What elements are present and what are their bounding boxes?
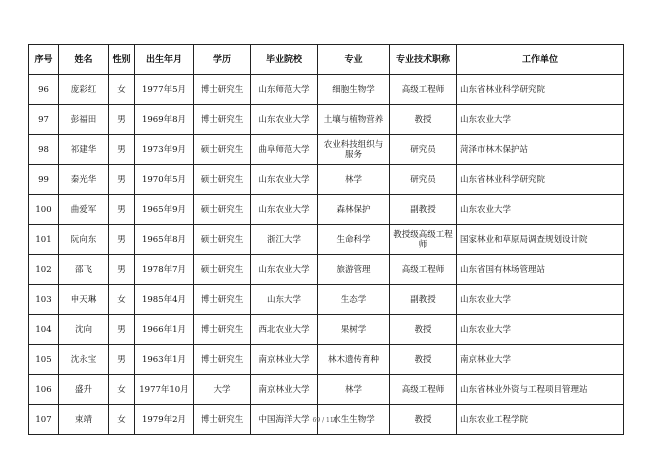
table-cell: 山东省林业外资与工程项目管理站 <box>457 375 624 405</box>
table-cell: 1965年9月 <box>135 195 194 225</box>
table-cell: 研究员 <box>390 165 457 195</box>
table-cell: 盛升 <box>59 375 109 405</box>
table-cell: 1966年1月 <box>135 315 194 345</box>
table-cell: 101 <box>29 225 59 255</box>
table-cell: 细胞生物学 <box>318 75 390 105</box>
table-cell: 男 <box>109 165 135 195</box>
table-cell: 山东省林业科学研究院 <box>457 75 624 105</box>
table-header-row <box>29 45 624 75</box>
table-cell: 南京林业大学 <box>251 345 318 375</box>
table-cell: 男 <box>109 105 135 135</box>
column-header: 毕业院校 <box>251 45 318 75</box>
table-cell: 祁建华 <box>59 135 109 165</box>
table-cell: 高级工程师 <box>390 75 457 105</box>
table-cell: 106 <box>29 375 59 405</box>
table-cell: 1985年4月 <box>135 285 194 315</box>
table-cell: 山东农业大学 <box>251 255 318 285</box>
table-cell: 副教授 <box>390 285 457 315</box>
table-cell: 博士研究生 <box>194 75 251 105</box>
table-row <box>29 105 624 135</box>
table-cell: 男 <box>109 225 135 255</box>
table-cell: 国家林业和草原局调查规划设计院 <box>457 225 624 255</box>
table-cell: 菏泽市林木保护站 <box>457 135 624 165</box>
table-cell: 土壤与植物营养 <box>318 105 390 135</box>
table-cell: 1970年5月 <box>135 165 194 195</box>
table-cell: 107 <box>29 405 59 435</box>
column-header: 出生年月 <box>135 45 194 75</box>
table-cell: 1979年2月 <box>135 405 194 435</box>
table-cell: 1977年10月 <box>135 375 194 405</box>
table-cell: 邵飞 <box>59 255 109 285</box>
table-cell: 博士研究生 <box>194 285 251 315</box>
table-cell: 女 <box>109 375 135 405</box>
table-cell: 南京林业大学 <box>457 345 624 375</box>
table-cell: 申天琳 <box>59 285 109 315</box>
column-header: 序号 <box>29 45 59 75</box>
column-header: 性别 <box>109 45 135 75</box>
table-cell: 硕士研究生 <box>194 165 251 195</box>
table-cell: 100 <box>29 195 59 225</box>
table-cell: 林木遗传育种 <box>318 345 390 375</box>
table-row <box>29 345 624 375</box>
table-cell: 束靖 <box>59 405 109 435</box>
table-cell: 教授 <box>390 315 457 345</box>
table-cell: 秦光华 <box>59 165 109 195</box>
personnel-table <box>28 44 624 435</box>
table-cell: 博士研究生 <box>194 315 251 345</box>
table-row <box>29 225 624 255</box>
table-cell: 山东大学 <box>251 285 318 315</box>
table-cell: 1978年7月 <box>135 255 194 285</box>
column-header: 专业技术职称 <box>390 45 457 75</box>
table-cell: 山东农业大学 <box>251 105 318 135</box>
table-cell: 彭福田 <box>59 105 109 135</box>
table-cell: 104 <box>29 315 59 345</box>
table-cell: 硕士研究生 <box>194 225 251 255</box>
table-cell: 男 <box>109 345 135 375</box>
table-cell: 山东农业大学 <box>457 105 624 135</box>
table-row <box>29 195 624 225</box>
table-row <box>29 135 624 165</box>
table-cell: 男 <box>109 195 135 225</box>
table-cell: 南京林业大学 <box>251 375 318 405</box>
table-cell: 浙江大学 <box>251 225 318 255</box>
table-cell: 男 <box>109 135 135 165</box>
table-cell: 山东农业大学 <box>251 165 318 195</box>
table-cell: 96 <box>29 75 59 105</box>
table-cell: 103 <box>29 285 59 315</box>
table-row <box>29 285 624 315</box>
table-cell: 研究员 <box>390 135 457 165</box>
table-cell: 高级工程师 <box>390 375 457 405</box>
table-cell: 山东省林业科学研究院 <box>457 165 624 195</box>
table-cell: 大学 <box>194 375 251 405</box>
column-header: 工作单位 <box>457 45 624 75</box>
table-cell: 教授 <box>390 405 457 435</box>
table-cell: 山东农业大学 <box>457 315 624 345</box>
table-cell: 1969年8月 <box>135 105 194 135</box>
table-cell: 林学 <box>318 375 390 405</box>
table-cell: 硕士研究生 <box>194 255 251 285</box>
table-cell: 98 <box>29 135 59 165</box>
column-header: 姓名 <box>59 45 109 75</box>
table-cell: 1973年9月 <box>135 135 194 165</box>
table-cell: 山东农业大学 <box>251 195 318 225</box>
table-row <box>29 315 624 345</box>
table-cell: 1977年5月 <box>135 75 194 105</box>
table-cell: 水生生物学 <box>318 405 390 435</box>
table-cell: 博士研究生 <box>194 105 251 135</box>
table-cell: 硕士研究生 <box>194 195 251 225</box>
table-cell: 旅游管理 <box>318 255 390 285</box>
table-cell: 果树学 <box>318 315 390 345</box>
table-cell: 105 <box>29 345 59 375</box>
table-cell: 女 <box>109 285 135 315</box>
table-cell: 曲阜师范大学 <box>251 135 318 165</box>
table-cell: 山东农业大学 <box>457 285 624 315</box>
table-row <box>29 165 624 195</box>
table-cell: 山东师范大学 <box>251 75 318 105</box>
table-cell: 高级工程师 <box>390 255 457 285</box>
table-cell: 中国海洋大学 <box>251 405 318 435</box>
table-row <box>29 255 624 285</box>
table-cell: 教授 <box>390 345 457 375</box>
table-cell: 山东省国有林场管理站 <box>457 255 624 285</box>
table-cell: 山东农业工程学院 <box>457 405 624 435</box>
table-cell: 1965年8月 <box>135 225 194 255</box>
table-cell: 副教授 <box>390 195 457 225</box>
table-cell: 庞彩红 <box>59 75 109 105</box>
table-cell: 西北农业大学 <box>251 315 318 345</box>
table-cell: 99 <box>29 165 59 195</box>
table-cell: 102 <box>29 255 59 285</box>
table-row <box>29 375 624 405</box>
table-cell: 男 <box>109 315 135 345</box>
table-cell: 阮向东 <box>59 225 109 255</box>
table-cell: 博士研究生 <box>194 345 251 375</box>
table-cell: 生命科学 <box>318 225 390 255</box>
table-cell: 山东农业大学 <box>457 195 624 225</box>
table-cell: 女 <box>109 405 135 435</box>
table-cell: 教授 <box>390 105 457 135</box>
table-cell: 森林保护 <box>318 195 390 225</box>
table-cell: 农业科技组织与服务 <box>318 135 390 165</box>
table-cell: 硕士研究生 <box>194 135 251 165</box>
table-cell: 女 <box>109 75 135 105</box>
table-cell: 男 <box>109 255 135 285</box>
table-cell: 教授级高级工程师 <box>390 225 457 255</box>
column-header: 专业 <box>318 45 390 75</box>
table-cell: 1963年1月 <box>135 345 194 375</box>
table-body <box>29 75 624 435</box>
table-row <box>29 75 624 105</box>
table-cell: 生态学 <box>318 285 390 315</box>
table-cell: 97 <box>29 105 59 135</box>
table-cell: 沈向 <box>59 315 109 345</box>
table-cell: 沈永宝 <box>59 345 109 375</box>
column-header: 学历 <box>194 45 251 75</box>
table-cell: 曲爱军 <box>59 195 109 225</box>
page-number: 69 / 111 <box>312 417 338 424</box>
table-cell: 博士研究生 <box>194 405 251 435</box>
table-cell: 林学 <box>318 165 390 195</box>
